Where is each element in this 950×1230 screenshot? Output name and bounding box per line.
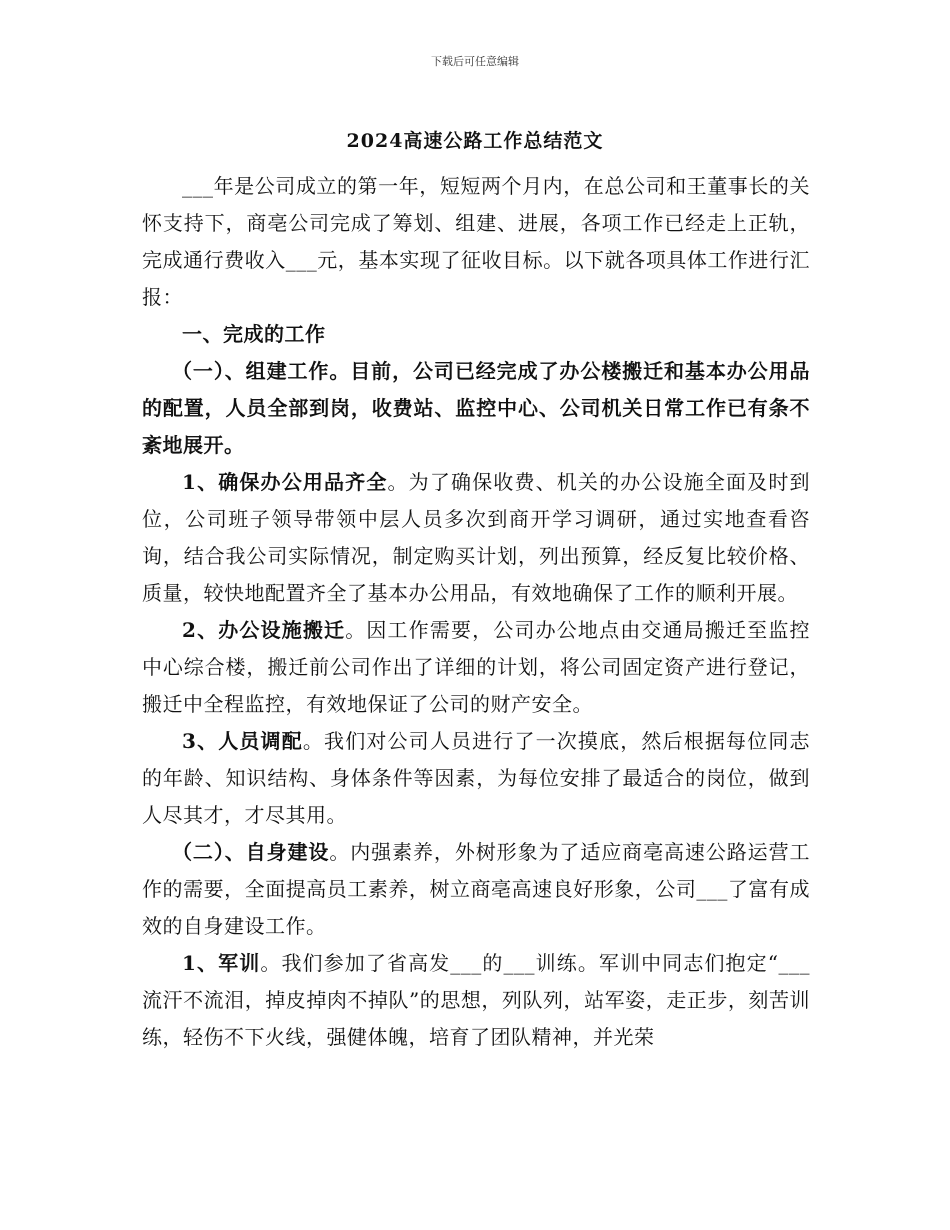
paragraph-text: 。为了确保收费、机关的办公设施全面及时到位，公司班子领导带领中层人员多次到商开学习调研，通过实地查看咨询，结合我公司实际情况，制定购买计划，列出预算，经反复比较价格、质量，较快地配置齐全了基本办公用品，有效地确保了工作的顺利开展。	[142, 470, 810, 605]
paragraph-text: 。内强素养，外树形象为了适应商亳高速公路运营工作的需要，全面提高员工素养，树立商亳高速良好形象，公司___了富有成效的自身建设工作。	[142, 840, 811, 938]
paragraph-intro: ___年是公司成立的第一年，短短两个月内，在总公司和王董事长的关怀支持下，商亳公司完成了筹划、组建、进展，各项工作已经走上正轨，完成通行费收入___元，基本实现了征收目标。以下就各项具体工作进行汇报：	[142, 174, 810, 309]
paragraph-self-building	[142, 834, 810, 945]
paragraph-office-relocation	[142, 612, 810, 723]
document-body	[142, 168, 810, 1056]
paragraph-military-training	[142, 945, 810, 1056]
paragraph-lead: 1、军训	[182, 951, 261, 975]
header-note: 下载后可任意编辑	[431, 55, 519, 68]
document-title: 2024高速公路工作总结范文	[346, 130, 604, 152]
paragraph-text: 。我们对公司人员进行了一次摸底，然后根据每位同志的年龄、知识结构、身体条件等因素，为每位安排了最适合的岗位，做到人尽其才，才尽其用。	[142, 729, 811, 827]
paragraph-lead: 2、办公设施搬迁	[182, 618, 346, 642]
paragraph-lead: 1、确保办公用品齐全	[182, 470, 388, 494]
paragraph-lead: （二）、自身建设	[172, 840, 330, 864]
paragraph-text: 。我们参加了省高发___的___训练。军训中同志们抱定“___流汗不流泪，掉皮掉肉不掉队”的思想，列队列，站军姿，走正步，刻苦训练，轻伤不下火线，强健体魄，培育了团队精神，并光荣	[142, 951, 810, 1049]
section-heading-completed-work: 一、完成的工作	[182, 322, 326, 346]
paragraph-text: 。因工作需要，公司办公地点由交通局搬迁至监控中心综合楼，搬迁前公司作出了详细的计划，将公司固定资产进行登记，搬迁中全程监控，有效地保证了公司的财产安全。	[142, 618, 811, 716]
paragraph-office-supplies	[142, 464, 810, 612]
subsection-organization: （一）、组建工作。目前，公司已经完成了办公楼搬迁和基本办公用品的配置，人员全部到岗，收费站、监控中心、公司机关日常工作已有条不紊地展开。	[142, 359, 810, 457]
paragraph-staff-allocation	[142, 723, 810, 834]
paragraph-lead: 3、人员调配	[182, 729, 303, 753]
